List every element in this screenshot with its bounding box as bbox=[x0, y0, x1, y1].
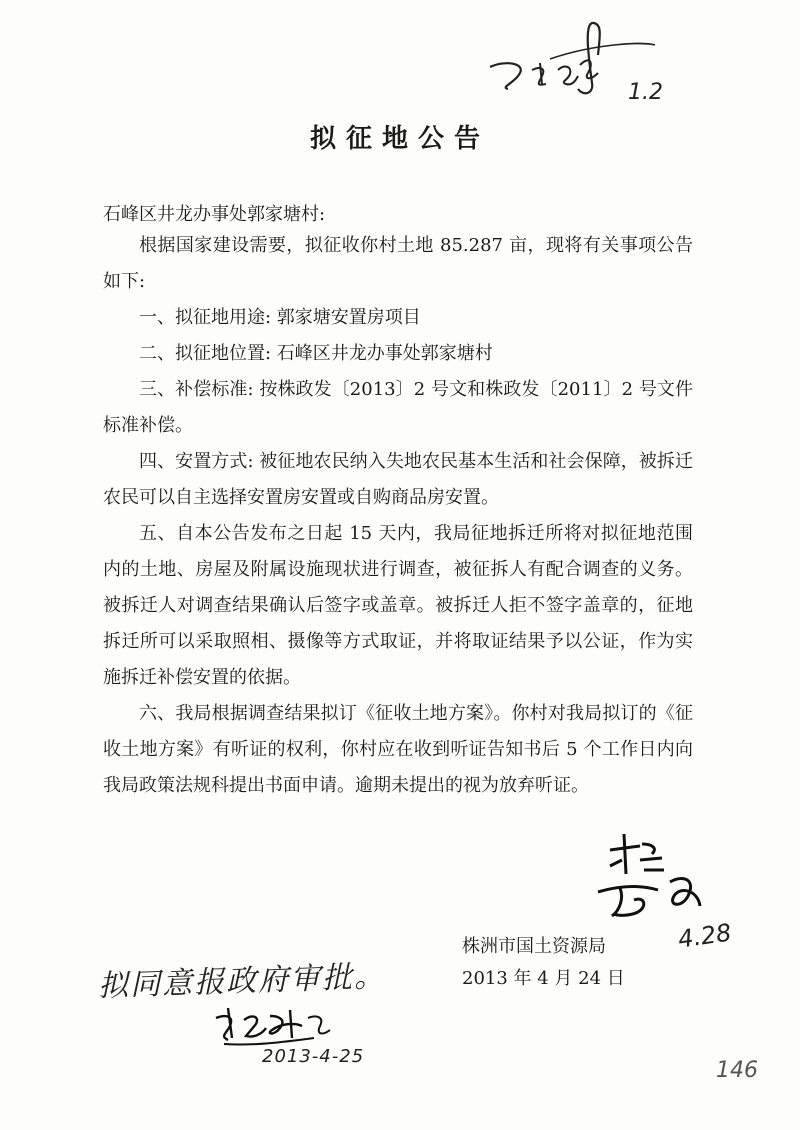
paragraph-6-hearing: 六、我局根据调查结果拟订《征收土地方案》。你村对我局拟订的《征收土地方案》有听证的权利，你村应在收到听证告知书后 5 个工作日内向我局政策法规科提出书面申请。逾期未提出的视为放弃听证。 bbox=[103, 703, 693, 796]
issuing-authority: 株洲市国土资源局 bbox=[462, 936, 606, 957]
paragraph-intro: 根据国家建设需要，拟征收你村土地 85.287 亩，现将有关事项公告如下: bbox=[103, 235, 693, 292]
top-signature-scribble bbox=[480, 15, 710, 125]
handwritten-page-number: 146 bbox=[716, 1058, 758, 1083]
top-right-handwritten-date: 1.2 bbox=[628, 80, 663, 105]
document-body bbox=[103, 228, 693, 804]
handwritten-approval-note: 拟同意报政府审批。 bbox=[97, 958, 387, 1005]
paragraph-1-purpose: 一、拟征地用途: 郭家塘安置房项目 bbox=[139, 307, 421, 328]
right-handwritten-date: 4.28 bbox=[676, 918, 734, 954]
document-title: 拟征地公告 bbox=[309, 124, 490, 154]
left-handwritten-date: 2013-4-25 bbox=[262, 1046, 365, 1067]
addressee: 石峰区井龙办事处郭家塘村: bbox=[103, 204, 326, 225]
paragraph-5-survey: 五、自本公告发布之日起 15 天内，我局征地拆迁所将对拟征地范围内的土地、房屋及附属设施现状进行调查，被征拆人有配合调查的义务。被拆迁人对调查结果确认后签字或盖章。被拆迁人拒不签字盖章的，征地拆迁所可以采取照相、摄像等方式取证，并将取证结果予以公证，作为实施拆迁补偿安置的依据。 bbox=[103, 523, 693, 688]
left-signature-scribble bbox=[210, 1000, 350, 1050]
paragraph-2-location: 二、拟征地位置: 石峰区井龙办事处郭家塘村 bbox=[139, 343, 493, 364]
paragraph-4-resettlement: 四、安置方式: 被征地农民纳入失地农民基本生活和社会保障，被拆迁农民可以自主选择安置房安置或自购商品房安置。 bbox=[103, 451, 693, 508]
paragraph-3-compensation: 三、补偿标准: 按株政发〔2013〕2 号文和株政发〔2011〕2 号文件标准补偿。 bbox=[103, 379, 693, 436]
issue-date: 2013 年 4 月 24 日 bbox=[462, 968, 625, 989]
